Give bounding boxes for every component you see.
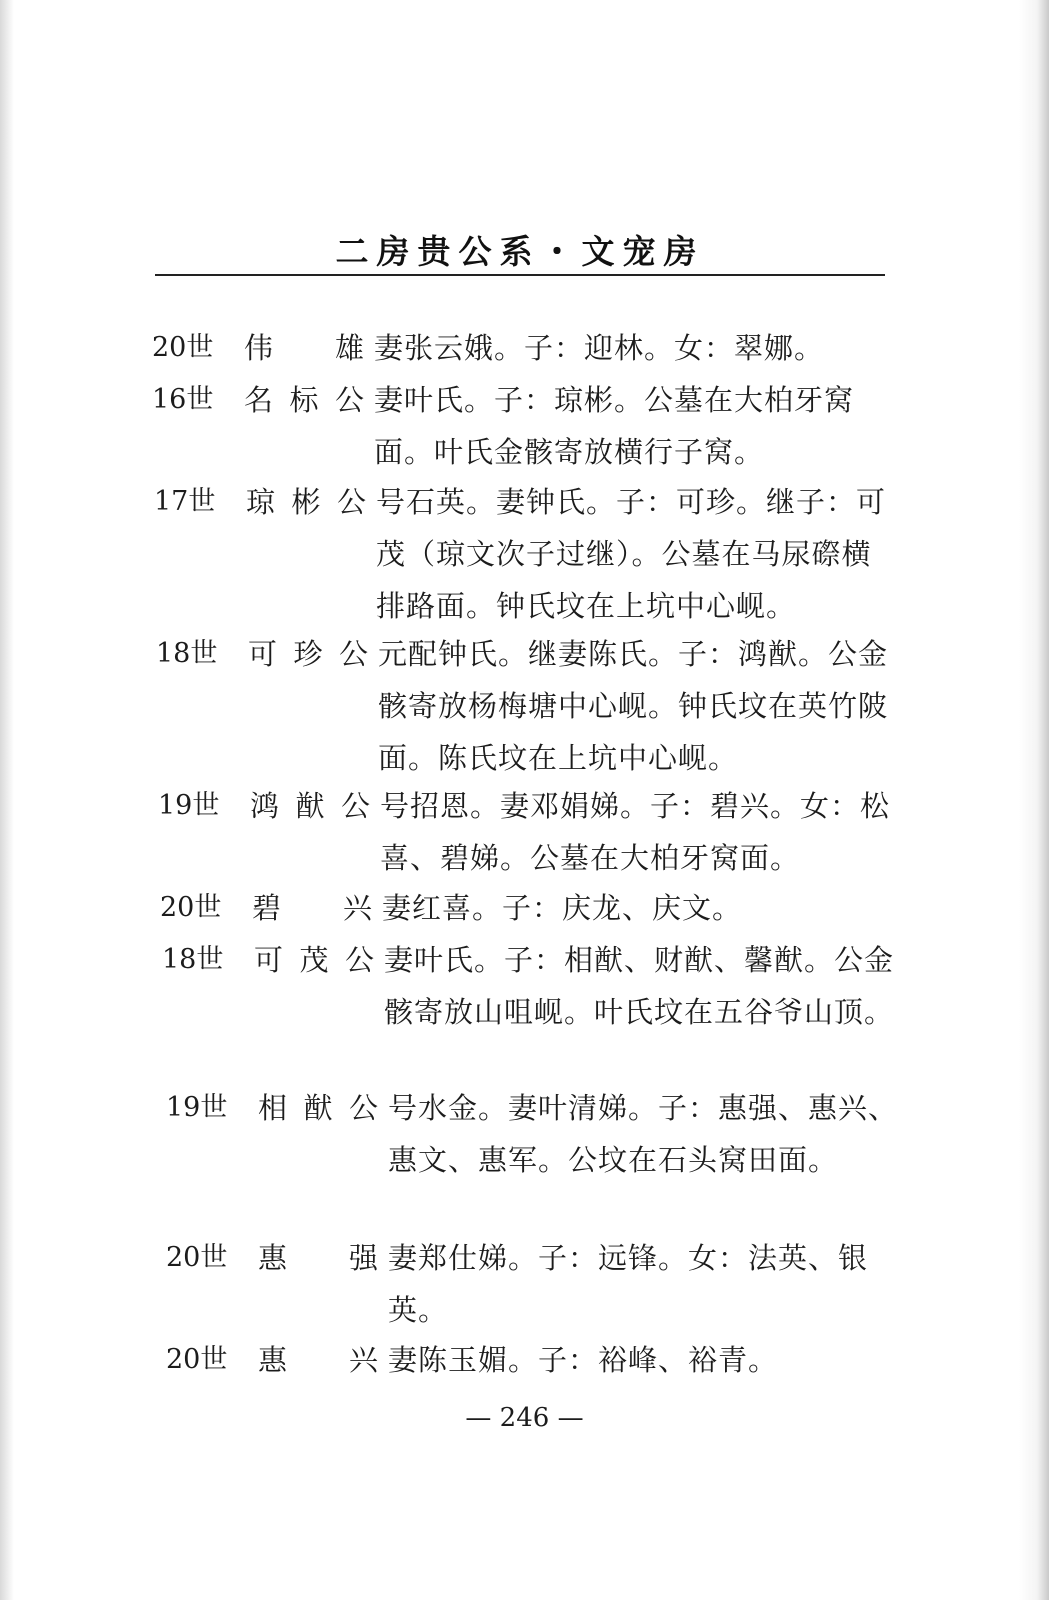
person-name: 相猷公 bbox=[258, 1091, 378, 1125]
generation-label: 19世 bbox=[166, 1092, 228, 1123]
person-name: 鸿猷公 bbox=[250, 789, 370, 823]
person-description: 号石英。妻钟氏。子：可珍。继子：可茂（琼文次子过继）。公墓在马尿磜横排路面。钟氏坟在上坑中心岘。 bbox=[376, 485, 887, 623]
person-description: 妻叶氏。子：琼彬。公墓在大柏牙窝面。叶氏金骸寄放横行子窝。 bbox=[374, 383, 855, 469]
person-description: 妻郑仕娣。子：远锋。女：法英、银英。 bbox=[388, 1241, 869, 1327]
person-name: 惠强 bbox=[258, 1241, 378, 1275]
generation-label: 20世 bbox=[160, 892, 222, 923]
generation-label: 20世 bbox=[152, 332, 214, 363]
scan-right-edge bbox=[1019, 0, 1049, 1600]
person-name: 可珍公 bbox=[248, 637, 368, 671]
person-name: 琼彬公 bbox=[246, 485, 366, 519]
generation-label: 17世 bbox=[154, 486, 216, 517]
generation-label: 20世 bbox=[166, 1242, 228, 1273]
generation-label: 20世 bbox=[166, 1344, 228, 1375]
person-name: 伟雄 bbox=[244, 331, 364, 365]
page-header-title: 二房贵公系・文宠房 bbox=[335, 232, 705, 271]
generation-label: 18世 bbox=[162, 944, 224, 975]
person-name: 碧兴 bbox=[252, 891, 372, 925]
header-rule bbox=[155, 274, 885, 276]
person-name: 名标公 bbox=[244, 383, 364, 417]
scan-left-edge bbox=[0, 0, 14, 1600]
generation-label: 19世 bbox=[158, 790, 220, 821]
person-name: 可茂公 bbox=[254, 943, 374, 977]
page-number: — 246 — bbox=[465, 1403, 584, 1433]
generation-label: 18世 bbox=[156, 638, 218, 669]
person-description: 妻叶氏。子：相猷、财猷、馨猷。公金骸寄放山咀岘。叶氏坟在五谷爷山顶。 bbox=[384, 943, 895, 1029]
person-description: 妻陈玉媚。子：裕峰、裕青。 bbox=[388, 1343, 779, 1377]
person-description: 妻红喜。子：庆龙、庆文。 bbox=[382, 891, 743, 925]
person-description: 号水金。妻叶清娣。子：惠强、惠兴、惠文、惠军。公坟在石头窝田面。 bbox=[388, 1091, 899, 1177]
person-name: 惠兴 bbox=[258, 1343, 378, 1377]
person-description: 妻张云娥。子：迎林。女：翠娜。 bbox=[374, 331, 825, 365]
person-description: 元配钟氏。继妻陈氏。子：鸿猷。公金骸寄放杨梅塘中心岘。钟氏坟在英竹陂面。陈氏坟在上坑中心岘。 bbox=[378, 637, 889, 775]
generation-label: 16世 bbox=[152, 384, 214, 415]
person-description: 号招恩。妻邓娟娣。子：碧兴。女：松喜、碧娣。公墓在大柏牙窝面。 bbox=[380, 789, 891, 875]
